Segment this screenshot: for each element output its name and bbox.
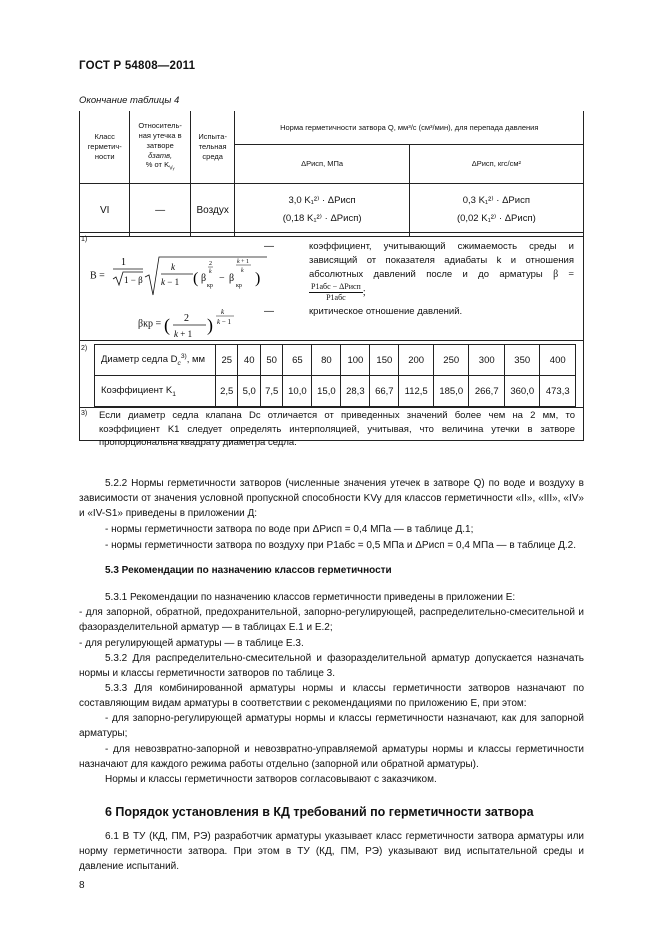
- coef-cell: 112,5: [399, 376, 434, 407]
- diam-cell: 65: [283, 345, 312, 376]
- coef-cell: 66,7: [370, 376, 399, 407]
- svg-text:кр: кр: [207, 283, 214, 289]
- formula-kgs: [409, 184, 583, 237]
- table-caption: Окончание таблицы 4: [79, 95, 180, 106]
- footnote-marker-2: 2): [81, 345, 88, 352]
- diam-cell: 200: [399, 345, 434, 376]
- formula-kgs-1: 0,3 K₁²⁾ · ΔPисп: [462, 194, 530, 206]
- formula-b-label: B =: [90, 270, 105, 282]
- footnote-divider-2: [79, 340, 584, 341]
- section-5-3-title: 5.3 Рекомендации по назначению классов герметичности: [105, 565, 392, 576]
- beta-description-text: коэффициент, учитывающий сжимаемость среды и зависящий от показателя адиабаты k и отношения абсолютных давлений после и до арматуры: [309, 241, 574, 280]
- diameter-label: Диаметр седла $D_c^{3)}$, мм: [95, 345, 216, 376]
- bullet-combined-1: - для запорно-регулирующей арматуры нормы и классы герметичности назначают, как для запорной арматуры;: [79, 713, 584, 740]
- diam-cell: 350: [504, 345, 540, 376]
- diam-cell: 100: [341, 345, 370, 376]
- section-6-title: 6 Порядок установления в КД требований по герметичности затвора: [105, 805, 534, 819]
- formula-mpa-1: 3,0 K₁²⁾ · ΔPисп: [288, 194, 356, 206]
- svg-text:k: k: [220, 308, 224, 316]
- col-class-header: Класс герметич-ности: [80, 111, 130, 184]
- diameter-row: [95, 345, 576, 376]
- row-leak: —: [130, 184, 190, 237]
- paragraph-agree: Нормы и классы герметичности затворов согласовывают с заказчиком.: [105, 774, 437, 785]
- svg-text:β: β: [229, 273, 235, 284]
- coef-cell: 266,7: [469, 376, 505, 407]
- svg-text:1 − β: 1 − β: [124, 275, 143, 285]
- coef-cell: 473,3: [540, 376, 576, 407]
- formula-mpa: [235, 184, 409, 237]
- diam-cell: 400: [540, 345, 576, 376]
- coef-cell: 2,5: [216, 376, 238, 407]
- coef-cell: 7,5: [260, 376, 282, 407]
- col-leak-unit: % от K: [145, 160, 170, 170]
- beta-numerator: P1абс − ΔPисп: [311, 282, 361, 291]
- footnote-divider-1: [79, 232, 584, 233]
- formula-mpa-2: (0,18 K₁²⁾ · ΔPисп): [282, 213, 362, 224]
- coef-cell: 28,3: [341, 376, 370, 407]
- svg-text:k: k: [171, 262, 176, 272]
- formula-kgs-2: (0,02 K₁²⁾ · ΔPисп): [456, 213, 536, 224]
- coefficient-row: [95, 376, 576, 407]
- diam-cell: 40: [238, 345, 260, 376]
- footnote-3-text: Если диаметр седла клапана Dc отличается от приведенных значений более чем на 2 мм, то коэффициент K1 следует определять интерполяцией, учитывая, что величина утечки в затворе пропорциональна квадрату диаметра седла.: [99, 410, 575, 448]
- svg-text:k + 1: k + 1: [173, 329, 192, 339]
- svg-text:k + 1: k + 1: [237, 259, 250, 265]
- diameter-label-text: Диаметр седла D: [101, 354, 178, 366]
- col-leak-header: Относитель-ная утечка в затворе δзатв, % от $K_{Vy}$: [130, 111, 190, 184]
- coef-cell: 10,0: [283, 376, 312, 407]
- svg-text:β: β: [201, 273, 207, 284]
- sub-mpa-header: ΔPисп, МПа: [235, 145, 409, 184]
- diameter-coefficient-table: [94, 344, 576, 407]
- svg-text:k: k: [209, 269, 212, 275]
- bullet-shutoff: - для запорной, обратной, предохранительной, запорно-регулирующей, распределительно-смесительной и фазоразделительной арматур — в таблицах Е.1 и Е.2;: [79, 607, 584, 634]
- svg-text:кр: кр: [236, 283, 243, 289]
- svg-text:2: 2: [209, 261, 213, 267]
- coefficient-label-text: Коэффициент K: [101, 384, 173, 396]
- diam-cell: 150: [370, 345, 399, 376]
- coef-cell: 15,0: [312, 376, 341, 407]
- diam-cell: 300: [469, 345, 505, 376]
- col-leak-symbol: δзатв,: [148, 150, 173, 160]
- footnote-marker-3: 3): [81, 410, 88, 417]
- bullet-water: - нормы герметичности затвора по воде при ΔPисп = 0,4 МПа — в таблице Д.1;: [105, 524, 474, 535]
- beta-fraction: [309, 282, 363, 303]
- coef-cell: 360,0: [504, 376, 540, 407]
- page-number: 8: [79, 880, 85, 891]
- svg-text:): ): [255, 270, 261, 287]
- paragraph-5-2-2: 5.2.2 Нормы герметичности затворов (численные значения утечек в затворе Q) по воде и воздуху в зависимости от значения условной пропускной способности KVy для классов герметичности «II», «III», «IV» и «IV-S1» приведены в приложении Д:: [79, 478, 584, 520]
- svg-text:2: 2: [183, 313, 189, 324]
- footnote-dash-2: —: [264, 306, 274, 317]
- diam-cell: 250: [433, 345, 469, 376]
- beta-denominator: P1абс: [326, 293, 346, 302]
- diam-cell: 25: [216, 345, 238, 376]
- col-medium-header: Испыта-тельная среда: [190, 111, 235, 184]
- svg-text:(: (: [193, 270, 199, 287]
- footnote-dash-1: —: [264, 241, 274, 252]
- row-medium: Воздух: [190, 184, 235, 237]
- svg-text:k − 1: k − 1: [216, 318, 231, 326]
- paragraph-6-1: 6.1 В ТУ (КД, ПМ, РЭ) разработчик арматуры указывает класс герметичности затвора арматуры или норму герметичности затвора. При этом в ТУ (КД, ПМ, РЭ) указывают вид испытательной среды и давление испытаний.: [79, 831, 584, 873]
- crit-description: критическое отношение давлений.: [309, 306, 463, 317]
- beta-formula: β = P1абс − ΔPисп P1абс ;: [311, 269, 575, 302]
- row-class: VI: [80, 184, 130, 237]
- bullet-control: - для регулирующей арматуры — в таблице Е.3.: [79, 638, 304, 649]
- formula-beta-kr-graphic: [164, 307, 244, 341]
- formula-b: [90, 255, 269, 297]
- beta-description: [309, 240, 574, 303]
- svg-text:): ): [206, 315, 213, 335]
- paragraph-5-3-1: 5.3.1 Рекомендации по назначению классов герметичности приведены в приложении Е:: [105, 592, 516, 603]
- col-norm-header: Норма герметичности затвора Q, мм³/с (см³/мин), для перепада давления: [235, 111, 584, 145]
- table-4: [79, 111, 584, 237]
- paragraph-5-3-2: 5.3.2 Для распределительно-смесительной и фазоразделительной арматур допускается назначать нормы и классы герметичности затворов по таблице 3.: [79, 653, 584, 680]
- diam-cell: 80: [312, 345, 341, 376]
- beta-eq: β =: [553, 269, 575, 280]
- paragraph-5-3-3: 5.3.3 Для комбинированной арматуры нормы и классы герметичности затворов назначают по составляющим видам арматуры в соответствии с рекомендациями по приложению Е, при этом:: [79, 683, 584, 710]
- svg-text:1: 1: [121, 257, 127, 268]
- bullet-combined-2: - для невозвратно-запорной и невозвратно-управляемой арматуры нормы и классы герметичности назначают для каждого режима работы отдельно (запорной или обратной арматуры).: [79, 744, 584, 771]
- diameter-label-unit: , мм: [186, 354, 206, 366]
- coefficient-label: Коэффициент $K_1$: [95, 376, 216, 407]
- diam-cell: 50: [260, 345, 282, 376]
- svg-text:k − 1: k − 1: [161, 277, 180, 287]
- formula-beta-kr: [138, 307, 244, 341]
- coef-cell: 185,0: [433, 376, 469, 407]
- svg-text:(: (: [163, 315, 170, 335]
- standard-header: ГОСТ Р 54808—2011: [79, 60, 196, 72]
- svg-text:−: −: [219, 273, 225, 284]
- coef-cell: 5,0: [238, 376, 260, 407]
- footnote-marker-1: 1): [81, 236, 88, 243]
- bullet-air: - нормы герметичности затвора по воздуху при P1абс = 0,5 МПа и ΔPисп = 0,4 МПа — в таблице Д.2.: [105, 540, 576, 551]
- sub-kgs-header: ΔPисп, кгс/см²: [409, 145, 583, 184]
- col-leak-label: Относитель-ная утечка в затворе: [138, 121, 182, 150]
- svg-text:k: k: [241, 268, 244, 274]
- footnote-divider-3: [79, 407, 584, 408]
- formula-beta-kr-label: βкр =: [138, 318, 162, 330]
- formula-b-graphic: [109, 255, 269, 297]
